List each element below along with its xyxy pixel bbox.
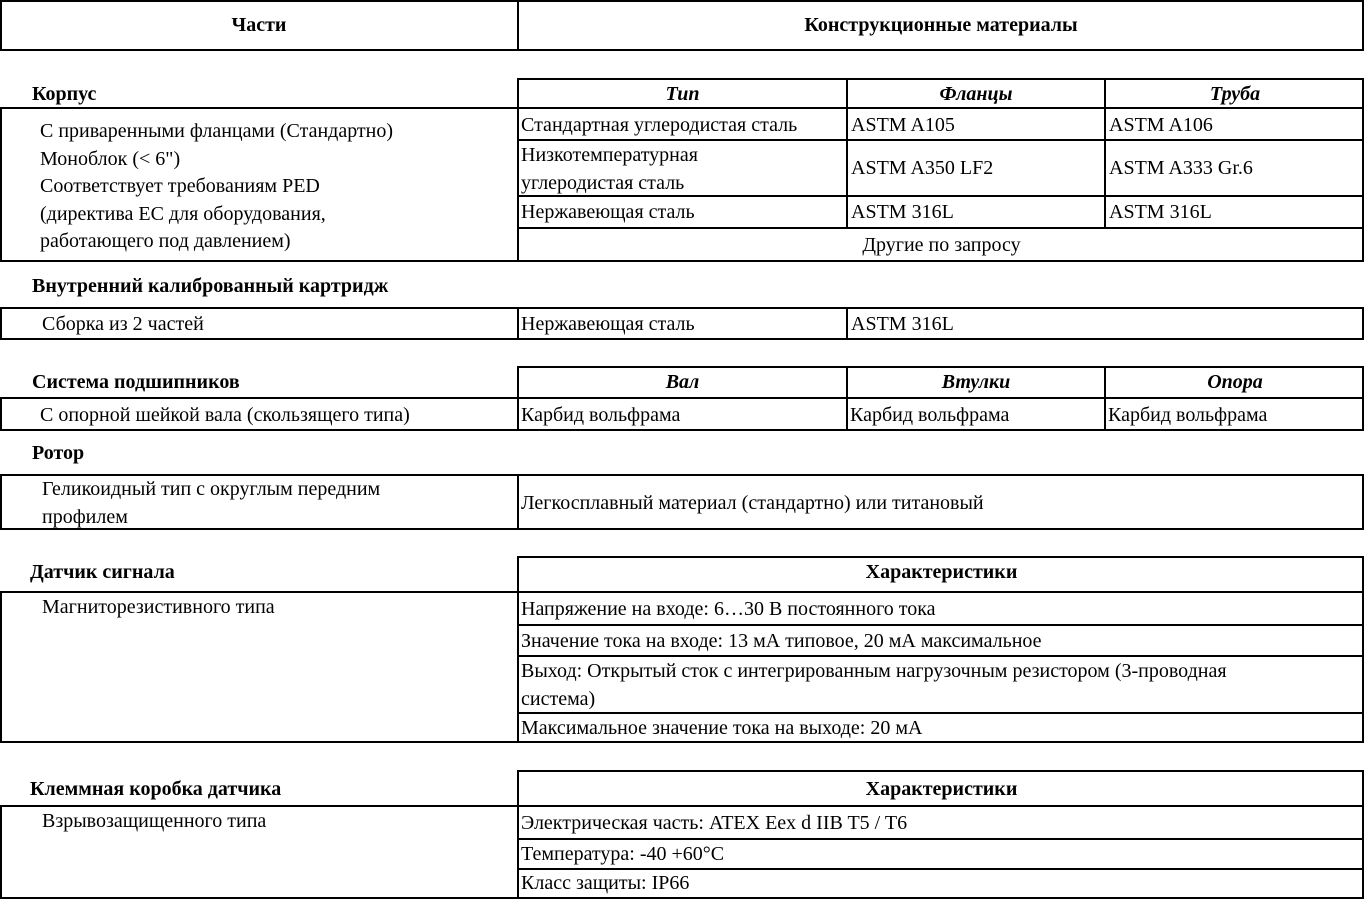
korpus-cell-type: углеродистая сталь <box>521 172 685 194</box>
sensor-desc: Магниторезистивного типа <box>42 596 275 618</box>
section-title-rotor: Ротор <box>32 442 85 464</box>
korpus-desc-line: Моноблок (< 6") <box>40 148 181 170</box>
korpus-desc-line: работающего под давлением) <box>40 230 291 252</box>
section-title-terminal: Клеммная коробка датчика <box>30 778 282 800</box>
cartridge-material: Нержавеющая сталь <box>521 313 695 335</box>
cartridge-standard: ASTM 316L <box>851 313 954 335</box>
section-title-bearings: Система подшипников <box>32 371 240 393</box>
terminal-header: Характеристики <box>865 778 1018 800</box>
korpus-cell-type: Низкотемпературная <box>521 144 698 166</box>
bearings-value: Карбид вольфрама <box>1108 404 1268 426</box>
korpus-cell-pipe: ASTM A333 Gr.6 <box>1109 157 1253 179</box>
sensor-spec: Максимальное значение тока на выходе: 20 мА <box>521 717 923 739</box>
terminal-spec: Класс защиты: IP66 <box>521 872 690 894</box>
sensor-spec: Выход: Открытый сток с интегрированным нагрузочным резистором (3-проводная <box>521 660 1227 682</box>
korpus-desc-line: (директива ЕС для оборудования, <box>40 203 326 225</box>
bearings-col-shaft: Вал <box>665 371 700 393</box>
korpus-cell-flange: ASTM A350 LF2 <box>851 157 994 179</box>
sensor-spec: Значение тока на входе: 13 мА типовое, 20 мА максимальное <box>521 630 1042 652</box>
korpus-cell-pipe: ASTM 316L <box>1109 201 1212 223</box>
korpus-cell-type: Стандартная углеродистая сталь <box>521 114 798 136</box>
korpus-desc-line: С приваренными фланцами (Стандартно) <box>40 120 394 142</box>
korpus-col-type: Тип <box>665 83 700 105</box>
header-parts: Части <box>231 14 287 36</box>
korpus-col-pipe: Труба <box>1209 83 1261 105</box>
korpus-desc-line: Соответствует требованиям PED <box>40 175 320 197</box>
bearings-value: Карбид вольфрама <box>521 404 681 426</box>
korpus-cell-flange: ASTM 316L <box>851 201 954 223</box>
section-title-cartridge: Внутренний калиброванный картридж <box>32 275 389 297</box>
bearings-value: Карбид вольфрама <box>850 404 1010 426</box>
sensor-spec: система) <box>521 688 596 710</box>
header-materials: Конструкционные материалы <box>804 14 1078 36</box>
bearings-col-bushings: Втулки <box>941 371 1011 393</box>
cartridge-desc: Сборка из 2 частей <box>42 313 204 335</box>
rotor-desc-line: Геликоидный тип с округлым передним <box>42 478 381 500</box>
korpus-other: Другие по запросу <box>862 234 1021 256</box>
rotor-material: Легкосплавный материал (стандартно) или титановый <box>521 492 984 514</box>
terminal-spec: Температура: -40 +60°C <box>521 843 725 865</box>
section-title-korpus: Корпус <box>32 83 97 105</box>
sensor-header: Характеристики <box>865 561 1018 583</box>
section-title-sensor: Датчик сигнала <box>30 561 175 583</box>
terminal-spec: Электрическая часть: ATEX Eex d IIB T5 / T6 <box>521 812 908 834</box>
rotor-desc-line: профилем <box>42 506 128 528</box>
bearings-desc: С опорной шейкой вала (скользящего типа) <box>40 404 410 426</box>
bearings-col-support: Опора <box>1207 371 1263 393</box>
terminal-desc: Взрывозащищенного типа <box>42 810 267 832</box>
korpus-cell-type: Нержавеющая сталь <box>521 201 695 223</box>
korpus-cell-pipe: ASTM A106 <box>1109 114 1213 136</box>
korpus-cell-flange: ASTM A105 <box>851 114 955 136</box>
sensor-spec: Напряжение на входе: 6…30 В постоянного тока <box>521 598 936 620</box>
korpus-col-flanges: Фланцы <box>939 83 1013 105</box>
